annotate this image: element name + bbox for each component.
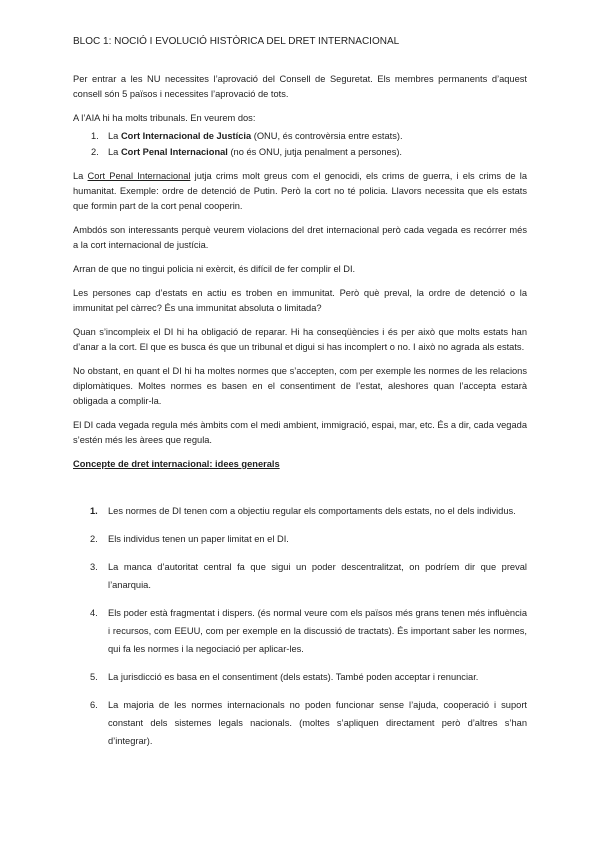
paragraph: No obstant, en quant el DI hi ha moltes normes que s’accepten, com per exemple les normes de les relacions diplomàtiques. Moltes normes es basen en el consentiment de l’estat, aleshores quan l’accepta estarà obligada a complir-la. <box>73 366 527 406</box>
paragraph: Arran de que no tingui policia ni exèrcit, és difícil de fer complir el DI. <box>73 264 356 274</box>
list-number: 3. <box>90 562 98 572</box>
list-item <box>73 129 527 144</box>
list-text: Les normes de DI tenen com a objectiu regular els comportaments dels estats, no el dels individus. <box>108 506 516 516</box>
paragraph <box>73 169 527 214</box>
paragraph: Les persones cap d’estats en actiu es troben en immunitat. Però què preval, la ordre de detenció o la immunitat pel càrrec? És una immunitat absoluta o limitada? <box>73 288 527 313</box>
document-header: BLOC 1: NOCIÓ I EVOLUCIÓ HISTÒRICA DEL DRET INTERNACIONAL <box>73 36 400 47</box>
list-text: La jurisdicció es basa en el consentiment (dels estats). També poden acceptar i renunciar. <box>108 672 479 682</box>
list-item <box>73 558 527 594</box>
list-item <box>73 668 527 686</box>
list-text: La majoria de les normes internacionals no poden funcionar sense l’ajuda, cooperació i suport constant dels sistemes legals nacionals. (moltes s’apliquen directament però d’altres s’han d’integrar). <box>108 700 527 746</box>
list-number: 4. <box>90 608 98 618</box>
underlined-term: Cort Penal Internacional <box>87 171 191 181</box>
list-bold-text: Cort Penal Internacional <box>120 147 228 157</box>
list-item <box>73 502 527 520</box>
list-text: La <box>108 147 121 157</box>
list-text: La <box>108 131 121 141</box>
list-bold-text: Cort Internacional de Justícia <box>120 131 252 141</box>
paragraph-text: jutja crims molt greus com el genocidi, els crims de guerra, i els crims de la humanitat. Exemple: ordre de detenció de Putin. Però la cort no té policia. Llavors necessita que els estats que formin part de la cort penal cooperin. <box>73 171 527 211</box>
list-text: (no és ONU, jutja penalment a persones). <box>227 147 403 157</box>
list-number: 2. <box>90 534 98 544</box>
list-number: 5. <box>90 672 98 682</box>
list-number: 1. <box>91 131 99 141</box>
list-number: 2. <box>91 147 99 157</box>
list-item <box>73 530 527 548</box>
tribunals-list <box>73 129 527 160</box>
document-body <box>73 72 527 760</box>
list-item <box>73 604 527 658</box>
list-text: Els individus tenen un paper limitat en el DI. <box>108 534 289 544</box>
list-number: 6. <box>90 700 98 710</box>
list-text: La manca d’autoritat central fa que sigui un poder descentralitzat, on podríem dir que preval l’anarquia. <box>108 562 527 590</box>
paragraph: Quan s’incompleix el DI hi ha obligació de reparar. Hi ha conseqüències i és per això que molts estats han d’anar a la cort. El que es busca és que un tribunal et digui si has incomplert o no. I això no agrada als estats. <box>73 327 527 352</box>
list-item <box>73 696 527 750</box>
paragraph: A l’AIA hi ha molts tribunals. En veurem dos: <box>73 113 256 123</box>
paragraph: Ambdós son interessants perquè veurem violacions del dret internacional però cada vegada es recórrer més a la cort internacional de justícia. <box>73 225 527 250</box>
paragraph-text: La <box>73 171 88 181</box>
section-title: Concepte de dret internacional: idees generals <box>73 459 280 469</box>
list-text: (ONU, és controvèrsia entre estats). <box>251 131 403 141</box>
paragraph: El DI cada vegada regula més àmbits com el medi ambient, immigració, espai, mar, etc. És a dir, cada vegada s’estén més les àrees que regula. <box>73 420 527 445</box>
ideas-list <box>73 502 527 750</box>
paragraph: Per entrar a les NU necessites l’aprovació del Consell de Seguretat. Els membres permanents d’aquest consell són 5 països i necessites l’aprovació de tots. <box>73 74 527 99</box>
list-text: Els poder està fragmentat i dispers. (és normal veure com els països més grans tenen més influència i recursos, com EEUU, com per exemple en la discussió de tractats). És important saber les normes, qui fa les normes i la negociació per aplicar-les. <box>108 608 527 654</box>
list-item <box>73 145 527 160</box>
list-number: 1. <box>90 506 98 516</box>
